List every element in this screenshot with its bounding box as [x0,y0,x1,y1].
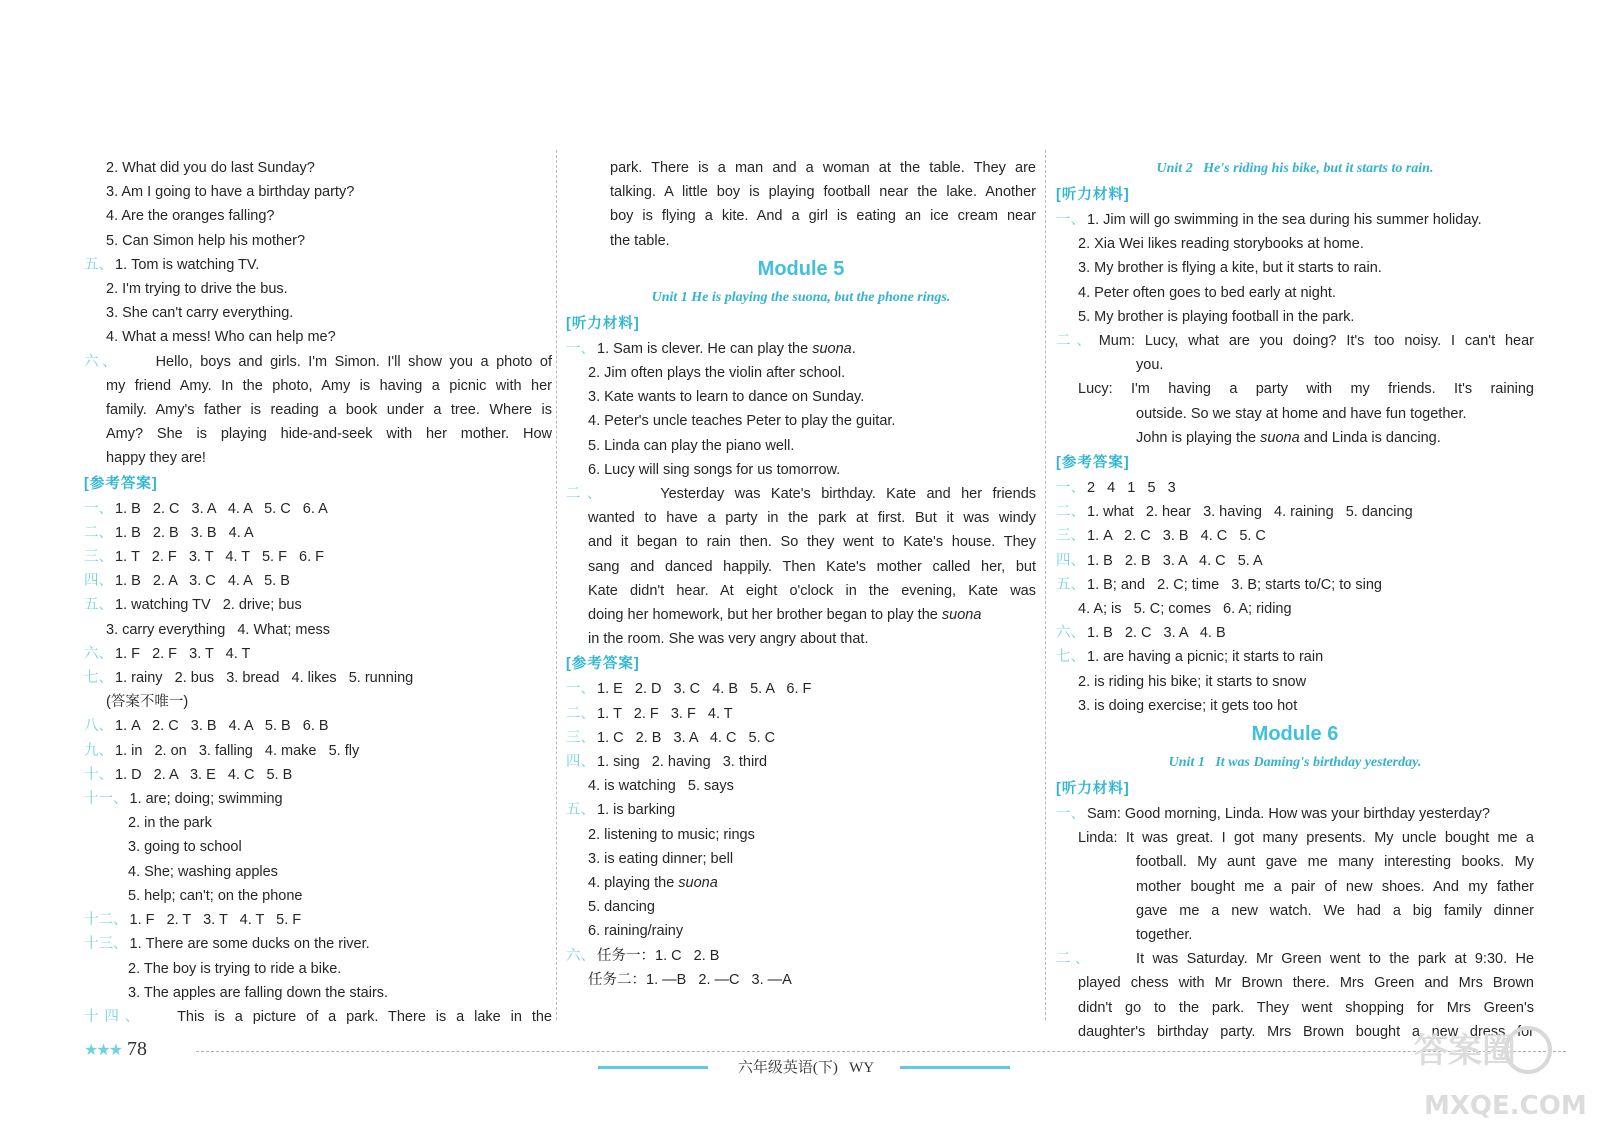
text-line: 2. What did you do last Sunday? [106,160,315,176]
answer-text: 4. A; is 5. C; comes 6. A; riding [1078,601,1292,618]
watermark-url: MXQE.COM [1424,1091,1587,1121]
section-marker: 二、 [1056,333,1097,350]
listening-heading: [听力材料] [1056,187,1130,203]
section-marker: 七、 [84,670,113,687]
section-marker: 七、 [1056,649,1085,666]
dialogue-line: together. [1136,927,1193,944]
text-line: 2. I'm trying to drive the bus. [106,281,288,298]
section-marker: 八、 [84,718,113,735]
watermark-logo [1410,1010,1587,1130]
page-number-area [84,1038,147,1061]
answer-text: 5. help; can't; on the phone [128,887,303,904]
answer-row [84,666,552,690]
text-line: 4. What a mess! Who can help me? [106,329,336,346]
answer-text: 1. F 2. F 3. T 4. T [115,645,251,662]
answer-text: 4. is watching 5. says [588,778,734,795]
answers-heading: [参考答案] [1056,455,1130,472]
dialogue-text: John is playing the [1136,429,1261,446]
section-marker: 六、 [84,353,121,370]
text-line: park. There is a man and a woman at the table. They are [610,160,1036,176]
text-line: Hello, boys and girls. I'm Simon. I'll show you a photo of [155,353,552,370]
answer-text: 1. rainy 2. bus 3. bread 4. likes 5. running [115,670,414,687]
listening-heading: [听力材料] [566,315,640,332]
answer-row [566,968,1036,992]
text-line: happy they are! [106,450,206,467]
listening-two [1056,329,1534,353]
text-line: 3. Kate wants to learn to dance on Sunday. [588,389,865,406]
text-line: boy is flying a kite. And a girl is eating an ice cream near [610,208,1036,225]
text-line: 5. Linda can play the piano well. [588,437,795,454]
answer-text: 2. listening to music; rings [588,826,755,843]
text-line: 3. Am I going to have a birthday party? [106,184,355,201]
dialogue-line: Linda: It was great. I got many presents. My uncle bought me a [1078,830,1534,847]
text-line [566,603,1036,627]
answer-text: 1. C 2. B 3. A 4. C 5. C [597,729,776,746]
text-line: 2. Xia Wei likes reading storybooks at home. [1078,236,1364,253]
section-marker: 十四、 [84,1008,146,1025]
answer-row [1056,500,1534,524]
answer-text: 3. is eating dinner; bell [588,850,734,867]
footer-divider [196,1051,1566,1052]
section-marker: 六、 [1056,625,1085,642]
section-marker: 四、 [566,754,595,771]
section-marker: 一、 [566,681,595,698]
text-line: in the room. She was very angry about that. [588,631,869,648]
answer-row [84,521,552,545]
answer-text: 1. T 2. F 3. T 4. T 5. F 6. F [115,549,324,566]
answer-text: 1. E 2. D 3. C 4. B 5. A 6. F [597,681,812,698]
answer-row [84,545,552,569]
answer-row [84,497,552,521]
dialogue-line: outside. So we stay at home and have fun together. [1136,405,1467,422]
section-marker: 三、 [1056,528,1085,545]
section-fourteen [84,1005,552,1029]
answers-heading: [参考答案] [566,656,640,673]
section-thirteen [84,932,552,956]
text-line: doing her homework, but her brother began to play the [588,607,942,624]
section-five [84,253,552,277]
text-line: didn't go to the park. They went shopping for Mrs Green's [1078,999,1534,1016]
watermark-text: 答案圈 [1414,1031,1516,1071]
section-marker: 十二、 [84,912,128,929]
dialogue-line: mother bought me a pair of new shoes. And my father [1136,878,1534,895]
column-divider [556,150,557,1020]
text-line: talking. A little boy is playing football near the lake. Another [610,184,1036,201]
dialogue-line: Mum: Lucy, what are you doing? It's too noisy. I can't hear [1098,333,1535,350]
book-title: 六年级英语(下) WY [737,1060,875,1076]
text-line: my friend Amy. In the photo, Amy is having a picnic with her [106,377,552,394]
answer-row [566,750,1036,774]
text-line: 1. Sam is clever. He can play the [597,340,813,357]
middle-column [566,156,1036,992]
section-marker: 十三、 [84,936,128,953]
module-title: Module 5 [757,257,845,280]
answer-text: 1. are; doing; swimming [129,791,283,808]
answer-text: 1. B 2. C 3. A 4. A 5. C 6. A [115,500,328,517]
listening-one [1056,208,1534,232]
listening-one [566,337,1036,361]
answer-text: 1. A 2. C 3. B 4. A 5. B 6. B [115,718,329,735]
answer-row [566,726,1036,750]
section-marker: 一、 [1056,806,1085,823]
star-icon: ★★★ [84,1042,122,1059]
text-line: wanted to have a party in the park at first. But it was windy [588,510,1036,527]
italic-word: suona [812,340,852,357]
answer-text: 1. D 2. A 3. E 4. C 5. B [115,766,293,783]
text-line: 6. Lucy will sing songs for us tomorrow. [588,461,841,478]
answer-text: 1. B 2. C 3. A 4. B [1087,625,1226,642]
section-marker: 十、 [84,766,113,783]
text-line: played chess with Mr Brown there. Mrs Green and Mrs Brown [1078,975,1534,992]
module-title: Module 6 [1251,723,1339,746]
section-marker: 四、 [84,573,113,590]
answer-text: 3. The apples are falling down the stairs. [128,984,389,1001]
text-line: 4. Peter's uncle teaches Peter to play the guitar. [588,413,896,430]
answer-text: 4. playing the [588,875,679,892]
italic-word: suona [1260,429,1300,446]
right-column [1056,156,1534,1044]
unit-title: Unit 1 He is playing the suona, but the phone rings. [651,289,951,305]
answer-row [84,593,552,617]
answer-text: 4. She; washing apples [128,863,278,880]
text-line: It was Saturday. Mr Green went to the park at 9:30. He [1136,951,1535,968]
section-twelve [84,908,552,932]
text-line: This is a picture of a park. There is a lake in the [177,1008,553,1025]
answer-text: 任务一：1. C 2. B [597,947,720,964]
answer-text: 1. are having a picnic; it starts to rain [1087,649,1324,666]
section-marker: 五、 [1056,576,1085,593]
answer-row [1056,476,1534,500]
answer-text: 6. raining/rainy [588,923,684,940]
section-marker: 二、 [1056,504,1085,521]
answer-row [566,798,1036,822]
text-line: family. Amy's father is reading a book under a tree. Where is [106,402,552,419]
answer-text: 1. There are some ducks on the river. [129,936,370,953]
section-marker: 二、 [566,486,608,503]
answer-row [84,642,552,666]
passage-two [1056,947,1534,971]
text-line: 3. She can't carry everything. [106,305,294,322]
section-marker: 一、 [1056,212,1085,228]
italic-word: suona [941,607,982,624]
section-marker: 九、 [84,742,113,759]
dialogue-line [1056,426,1534,450]
text-line: 1. Tom is watching TV. [115,256,260,273]
answer-text: 1. B 2. B 3. A 4. C 5. A [1087,552,1263,569]
section-marker: 五、 [566,802,595,819]
answer-text: 5. dancing [588,899,655,916]
text-line: Kate didn't hear. At eight o'clock in the evening, Kate was [588,582,1036,599]
section-marker: 三、 [566,729,595,746]
answers-heading: [参考答案] [84,475,158,492]
answer-text: 2. is riding his bike; it starts to snow [1078,673,1307,690]
section-marker: 二、 [566,705,595,722]
answer-text: 2. The boy is trying to ride a bike. [128,960,342,977]
answer-row [1056,573,1534,597]
answer-row [1056,645,1534,669]
answer-row [1056,597,1534,621]
text-line: 4. Peter often goes to bed early at night. [1078,284,1336,301]
answer-row [84,763,552,787]
section-marker: 一、 [1056,480,1085,497]
text-line: 5. My brother is playing football in the park. [1078,308,1355,325]
listening-heading: [听力材料] [1056,781,1130,798]
text-line: . [851,340,856,357]
text-line: sang and danced happily. Then Kate's mother called her, but [588,558,1036,575]
answer-text: 2 4 1 5 3 [1087,480,1176,497]
answer-text: 1. sing 2. having 3. third [597,754,768,771]
answer-text: 1. T 2. F 3. F 4. T [597,705,733,722]
section-marker: 一、 [566,340,595,357]
answer-row [566,774,1036,798]
answer-text: 3. is doing exercise; it gets too hot [1078,697,1298,714]
italic-word: suona [678,875,718,892]
answer-row [84,739,552,763]
answer-text: 1. watching TV 2. drive; bus [115,597,302,614]
listening-two [566,482,1036,506]
answer-note: (答案不唯一) [106,694,189,711]
answer-text: 1. B; and 2. C; time 3. B; starts to/C; to sing [1087,576,1382,593]
section-marker: 一、 [84,500,113,517]
section-eleven [84,787,552,811]
answer-text: 1. A 2. C 3. B 4. C 5. C [1087,528,1266,545]
answer-row [566,702,1036,726]
text-line: 2. Jim often plays the violin after school. [588,365,846,382]
dialogue-line: Lucy: I'm having a party with my friends. It's raining [1078,381,1534,398]
answer-text: 任务二：1. —B 2. —C 3. —A [588,971,792,988]
answer-text: 1. in 2. on 3. falling 4. make 5. fly [115,742,360,759]
text-line: 5. Can Simon help his mother? [106,232,306,249]
answer-row [566,944,1036,968]
dialogue-text: and Linda is dancing. [1299,429,1441,446]
answer-row [84,714,552,738]
section-marker: 五、 [84,597,113,614]
dialogue-line: Sam: Good morning, Linda. How was your birthday yesterday? [1087,806,1490,823]
section-marker: 四、 [1056,552,1085,569]
text-line: and it began to rain then. So they went to Kate's house. They [588,534,1036,551]
answer-row [1056,524,1534,548]
text-line: 3. My brother is flying a kite, but it starts to rain. [1078,260,1382,277]
answer-row [566,677,1036,701]
section-marker: 六、 [84,645,113,662]
answer-row [84,569,552,593]
section-marker: 二、 [1056,951,1094,968]
dialogue-line: you. [1136,357,1164,374]
answer-row [84,618,552,642]
answer-text: 1. what 2. hear 3. having 4. raining 5. dancing [1087,504,1413,521]
left-column [84,156,552,1029]
text-line: daughter's birthday party. Mrs Brown bought a new dress for [1078,1023,1534,1040]
dialogue-one [1056,802,1534,826]
section-marker: 三、 [84,549,113,566]
answer-text: 1. B 2. A 3. C 4. A 5. B [115,573,290,590]
answer-text: 2. in the park [128,815,212,832]
unit-title: Unit 2 He's riding his bike, but it starts to rain. [1156,161,1434,176]
text-line: Amy? She is playing hide-and-seek with her mother. How [106,426,552,443]
section-marker: 五、 [84,256,113,273]
answer-text: 3. going to school [128,839,242,856]
text-line: Yesterday was Kate's birthday. Kate and her friends [660,486,1037,503]
answer-row [566,871,1036,895]
text-line: the table. [610,232,670,249]
text-line: 1. Jim will go swimming in the sea during his summer holiday. [1087,212,1482,228]
answer-row [1056,549,1534,573]
answer-text: 1. F 2. T 3. T 4. T 5. F [129,912,302,929]
dialogue-line: football. My aunt gave me many interesting books. My [1136,854,1534,871]
answers-list [84,497,552,787]
text-line: 4. Are the oranges falling? [106,208,275,225]
dialogue-line: gave me a new watch. We had a big family dinner [1136,902,1534,919]
answer-text: 1. is barking [597,802,676,819]
unit-title: Unit 1 It was Daming's birthday yesterday. [1168,755,1422,771]
answer-text: 1. B 2. B 3. B 4. A [115,524,254,541]
page-number: 78 [127,1038,148,1060]
section-marker: 六、 [566,947,595,964]
answer-text: 3. carry everything 4. What; mess [106,621,331,638]
section-marker: 十一、 [84,791,128,808]
section-six [84,350,552,374]
column-divider [1045,150,1046,1020]
answer-row [1056,621,1534,645]
section-marker: 二、 [84,524,113,541]
